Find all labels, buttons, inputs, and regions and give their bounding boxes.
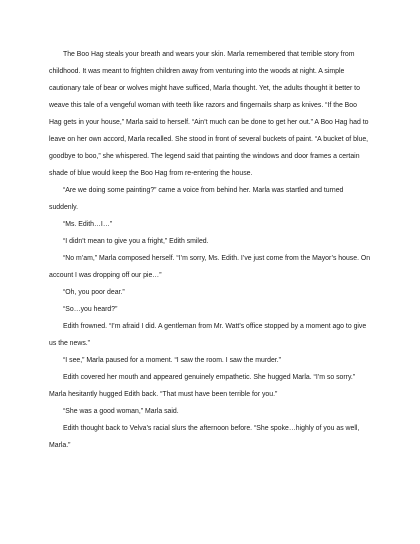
paragraph: The Boo Hag steals your breath and wears your skin. Marla remembered that terrible story from childhood. It was meant to frighten children away from venturing into the woods at night. A simple cautionary tale of bear or wolves might have sufficed, Marla thought. Yet, the adults thought it better to weave this tale of a vengeful woman with teeth like razors and fingernails sharp as knives. “If the Boo Hag gets in your house,” Marla said to herself. “Ain’t much can be done to get her out.” A Boo Hag had to leave on her own accord, Marla recalled. She stood in front of several buckets of paint. “A bucket of blue, goodbye to boo,” she whispered. The legend said that painting the windows and door frames a certain shade of blue would keep the Boo Hag from re-entering the house. [49,51,369,177]
paragraph: “I didn’t mean to give you a fright,” Edith smiled. [63,238,209,245]
paragraph: “No m’am,” Marla composed herself. “I’m sorry, Ms. Edith. I’ve just come from the Mayor’s house. On account I was dropping off our pie…” [49,255,371,279]
paragraph: “I see,” Marla paused for a moment. “I saw the room. I saw the murder.” [63,357,281,364]
body-text [49,46,371,454]
paragraph: “So…you heard?” [63,306,118,313]
paragraph: Edith frowned. “I’m afraid I did. A gentleman from Mr. Watt’s office stopped by a moment ago to give us the news.” [49,323,367,347]
paragraph: Edith thought back to Velva’s racial slurs the afternoon before. “She spoke…highly of you as well, Marla.” [49,425,360,449]
paragraph: “Are we doing some painting?” came a voice from behind her. Marla was startled and turned suddenly. [49,187,344,211]
paragraph: “Ms. Edith…I…” [63,221,113,228]
paragraph: “She was a good woman,” Marla said. [63,408,179,415]
paragraph: “Oh, you poor dear.” [63,289,125,296]
paragraph: Edith covered her mouth and appeared genuinely empathetic. She hugged Marla. “I’m so sorry.” Marla hesitantly hugged Edith back. “That must have been terrible for you.” [49,374,356,398]
